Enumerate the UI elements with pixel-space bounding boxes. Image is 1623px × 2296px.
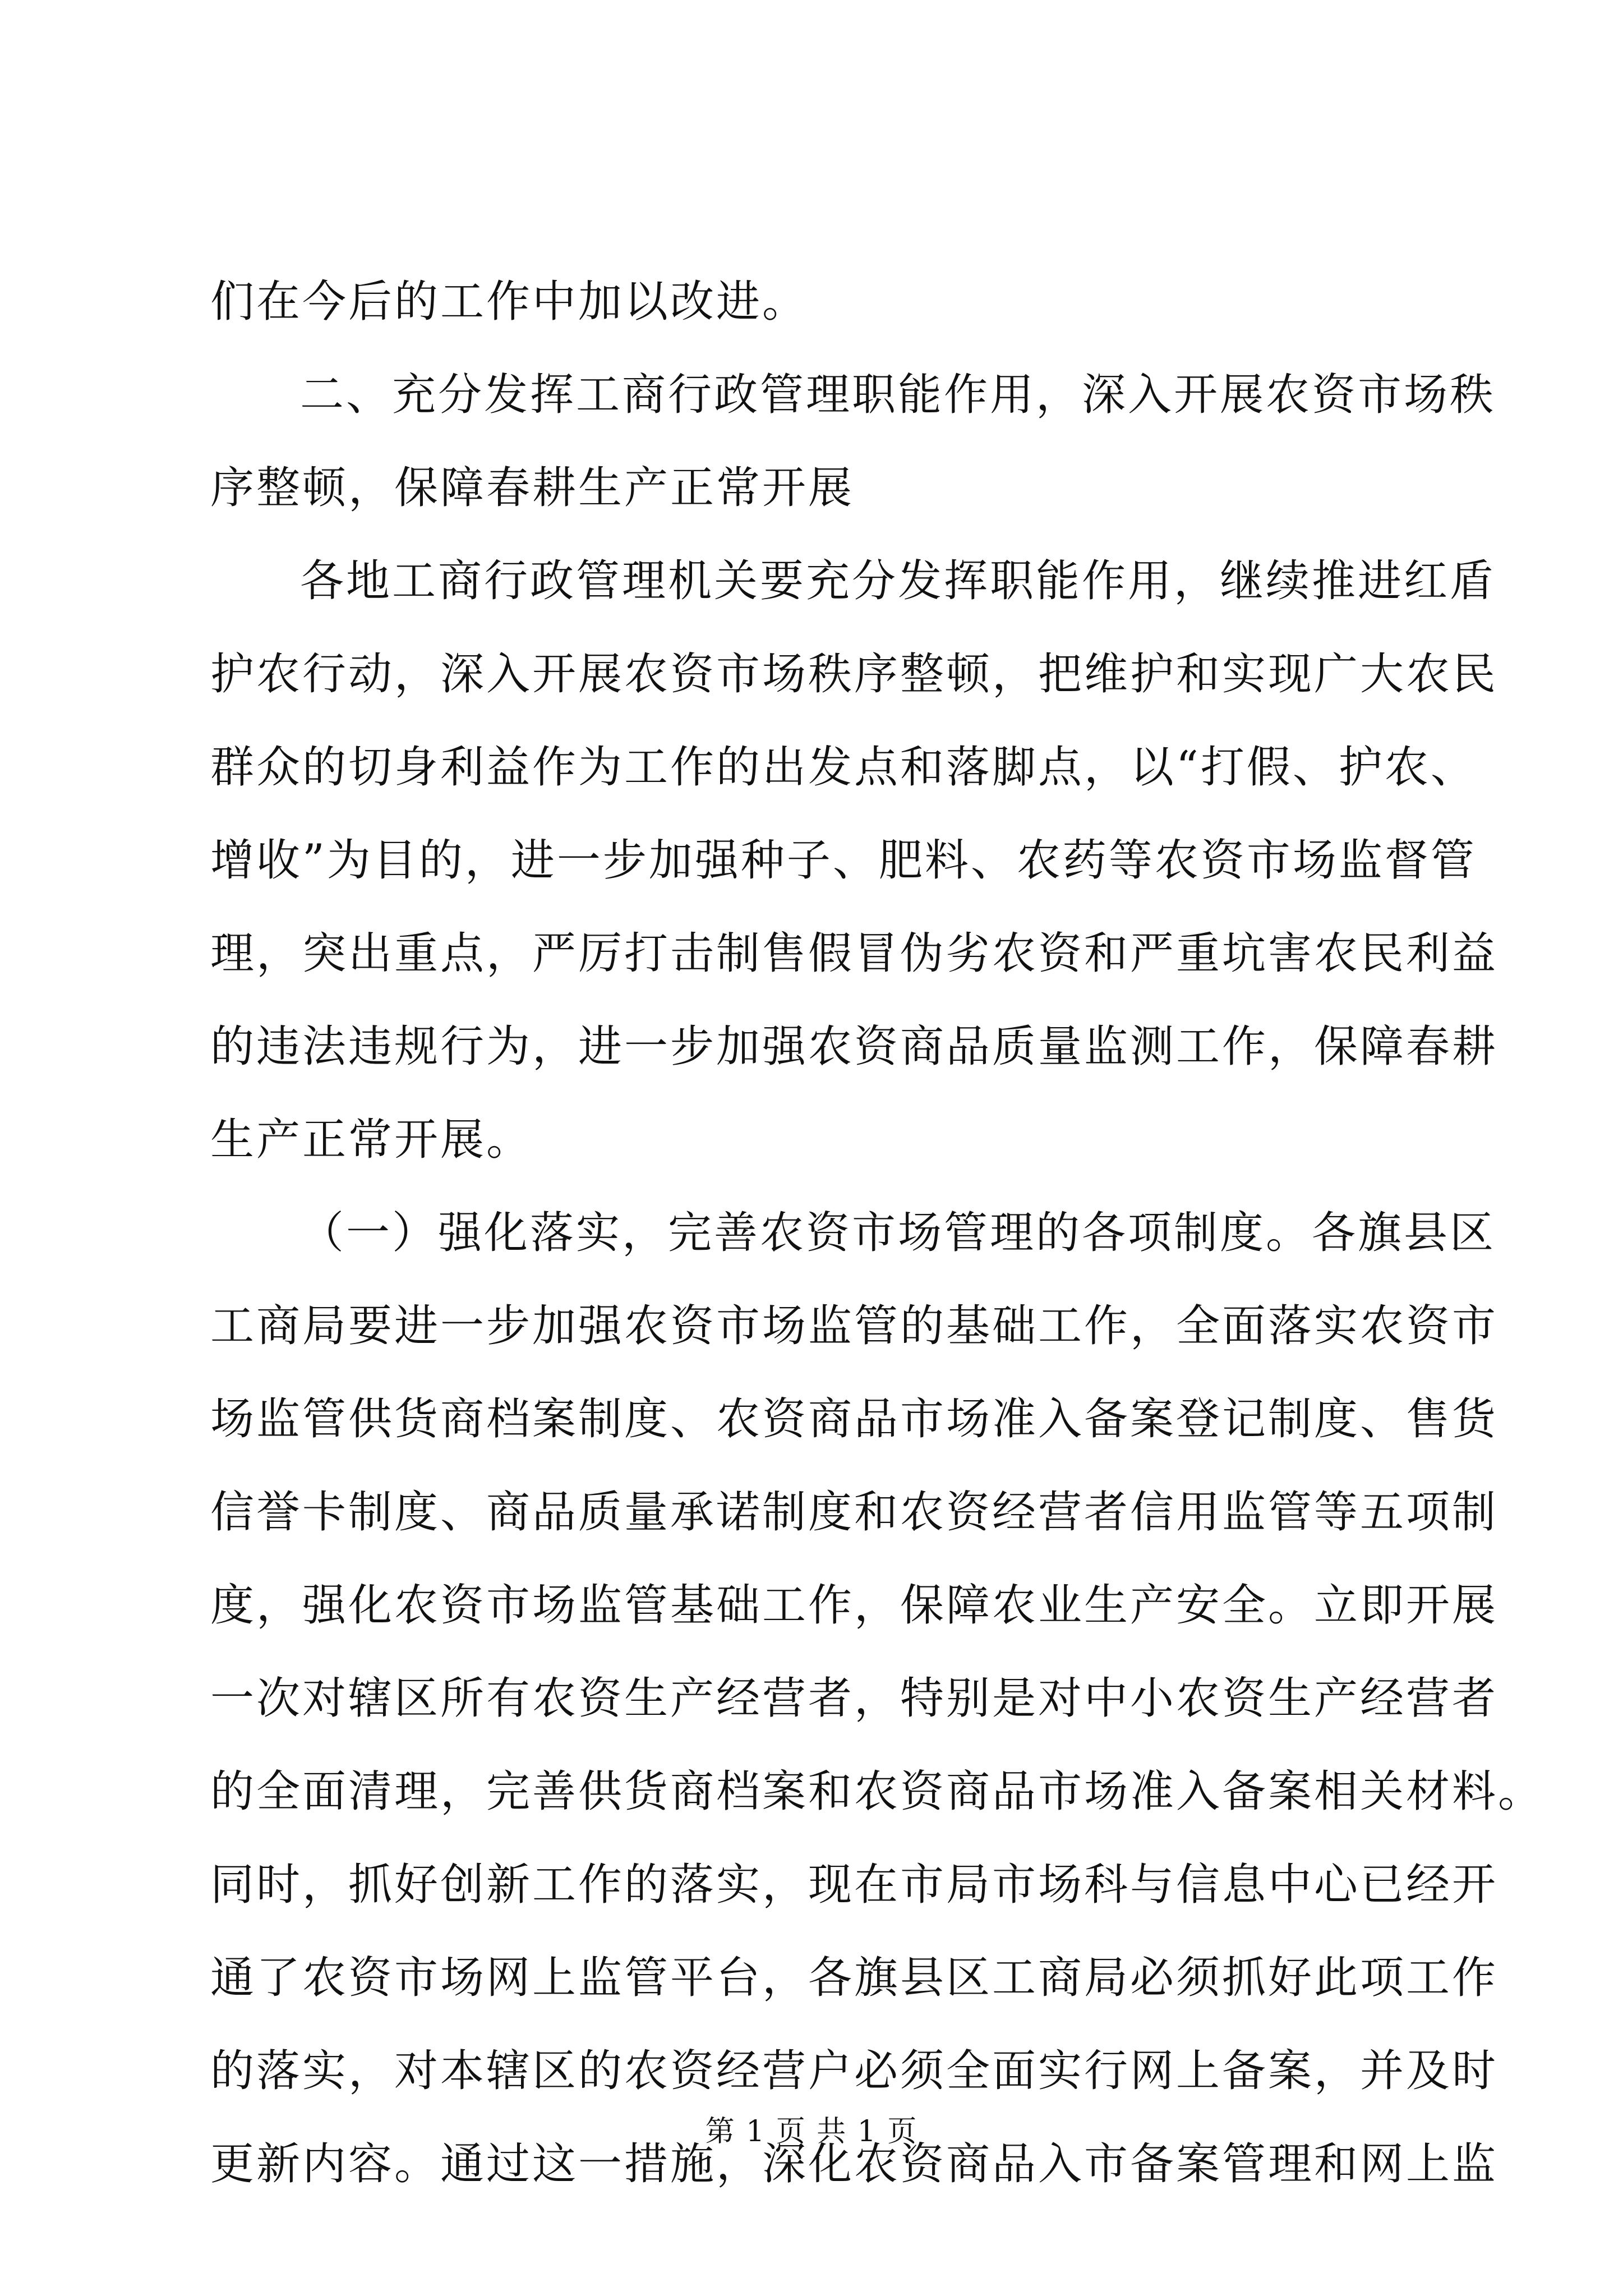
section-heading-line: 二、充分发挥工商行政管理职能作用，深入开展农资市场秩 (300, 370, 1496, 420)
document-body (210, 255, 1544, 2211)
text-line: 工商局要进一步加强农资市场监管的基础工作，全面落实农资市 (210, 1301, 1498, 1351)
text-line: 的落实，对本辖区的农资经营户必须全面实行网上备案，并及时 (210, 2046, 1498, 2096)
page-footer: 第 1 页 共 1 页 (705, 2115, 918, 2148)
text-line: 护农行动，深入开展农资市场秩序整顿，把维护和实现广大农民 (210, 649, 1498, 700)
text-line: 同时，抓好创新工作的落实，现在市局市场科与信息中心已经开 (210, 1860, 1498, 1910)
text-line: 的违法违规行为，进一步加强农资商品质量监测工作，保障春耕 (210, 1022, 1498, 1072)
text-line: 各地工商行政管理机关要充分发挥职能作用，继续推进红盾 (300, 556, 1496, 606)
text-line: 信誉卡制度、商品质量承诺制度和农资经营者信用监管等五项制 (210, 1487, 1498, 1538)
text-line: 度，强化农资市场监管基础工作，保障农业生产安全。立即开展 (210, 1580, 1498, 1631)
text-line: 一次对辖区所有农资生产经营者，特别是对中小农资生产经营者 (210, 1673, 1498, 1724)
text-line: 通了农资市场网上监管平台，各旗县区工商局必须抓好此项工作 (210, 1953, 1498, 2003)
section-heading-line: 序整顿，保障春耕生产正常开展 (210, 463, 855, 513)
text-line: 更新内容。通过这一措施，深化农资商品入市备案管理和网上监 (210, 2139, 1498, 2189)
text-line: 的全面清理，完善供货商档案和农资商品市场准入备案相关材料。 (210, 1766, 1544, 1817)
text-line: 场监管供货商档案制度、农资商品市场准入备案登记制度、售货 (210, 1394, 1498, 1444)
text-line: 理，突出重点，严厉打击制售假冒伪劣农资和严重坑害农民利益 (210, 928, 1498, 979)
text-line: 生产正常开展。 (210, 1115, 533, 1165)
text-line: 增收”为目的，进一步加强种子、肥料、农药等农资市场监督管 (210, 835, 1477, 886)
text-line: 们在今后的工作中加以改进。 (210, 277, 809, 327)
subsection-line: （一）强化落实，完善农资市场管理的各项制度。各旗县区 (300, 1208, 1496, 1258)
text-line: 群众的切身利益作为工作的出发点和落脚点，以“打假、护农、 (210, 742, 1477, 793)
